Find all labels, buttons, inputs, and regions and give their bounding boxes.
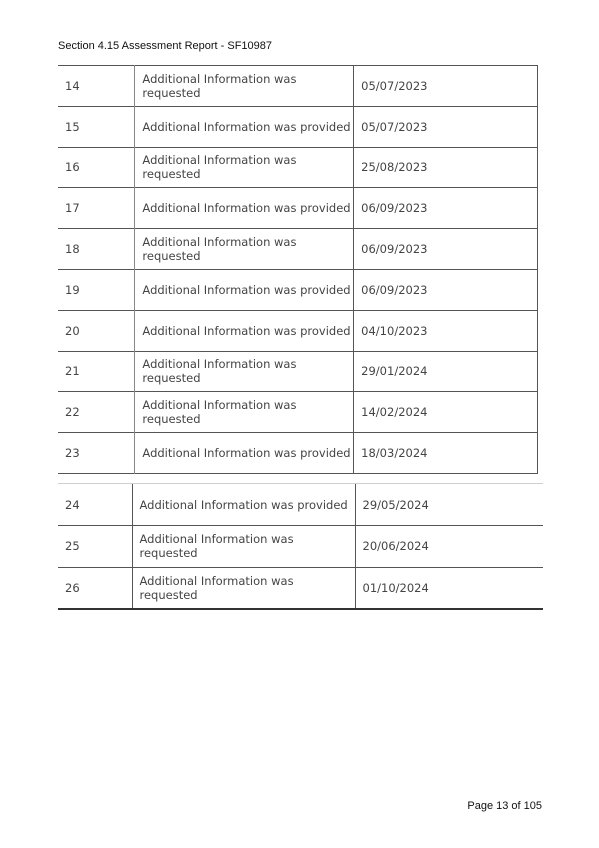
event-description-cell: Additional Information was requested — [135, 147, 354, 188]
event-description-cell: Additional Information was requested — [132, 567, 355, 609]
table-row — [58, 66, 538, 107]
event-description-cell: Additional Information was provided — [135, 310, 354, 351]
table-row — [58, 392, 538, 433]
row-number-cell: 26 — [65, 580, 80, 595]
event-description-cell: Additional Information was provided — [135, 433, 354, 474]
row-number-cell: 15 — [65, 119, 80, 134]
event-description-cell: Additional Information was requested — [135, 66, 354, 107]
event-date-cell: 18/03/2024 — [354, 433, 538, 474]
event-date-cell: 25/08/2023 — [354, 147, 538, 188]
row-number-cell: 16 — [65, 160, 80, 175]
event-description-cell: Additional Information was requested — [135, 392, 354, 433]
table-row — [58, 229, 538, 270]
event-date-cell: 01/10/2024 — [355, 567, 543, 609]
event-date-cell: 05/07/2023 — [354, 106, 538, 147]
row-number-cell: 19 — [65, 282, 80, 297]
row-number-cell: 23 — [65, 446, 80, 461]
page-number: Page 13 of 105 — [467, 800, 542, 812]
event-description-cell: Additional Information was provided — [135, 188, 354, 229]
event-date-cell: 29/01/2024 — [354, 351, 538, 392]
row-number-cell: 24 — [65, 497, 80, 512]
event-date-cell: 04/10/2023 — [354, 310, 538, 351]
row-number-cell: 18 — [65, 242, 80, 257]
row-number-cell: 20 — [65, 323, 80, 338]
table-row — [58, 310, 538, 351]
table-row — [58, 147, 538, 188]
page-header: Section 4.15 Assessment Report - SF10987 — [58, 40, 273, 52]
event-description-cell: Additional Information was provided — [135, 106, 354, 147]
event-description-cell: Additional Information was requested — [135, 351, 354, 392]
event-date-cell: 14/02/2024 — [354, 392, 538, 433]
table-row — [58, 188, 538, 229]
event-date-cell: 06/09/2023 — [354, 269, 538, 310]
table-row — [58, 269, 538, 310]
row-number-cell: 14 — [65, 78, 80, 93]
event-description-cell: Additional Information was provided — [135, 269, 354, 310]
event-description-cell: Additional Information was requested — [135, 229, 354, 270]
event-date-cell: 06/09/2023 — [354, 229, 538, 270]
table-row — [58, 351, 538, 392]
row-number-cell: 21 — [65, 364, 80, 379]
table-row — [58, 484, 543, 526]
row-number-cell: 22 — [65, 405, 80, 420]
timeline-table-1 — [58, 65, 538, 474]
table-row — [58, 106, 538, 147]
event-date-cell: 05/07/2023 — [354, 66, 538, 107]
row-number-cell: 25 — [65, 539, 80, 554]
event-description-cell: Additional Information was requested — [132, 526, 355, 568]
table-row — [58, 567, 543, 609]
row-number-cell: 17 — [65, 201, 80, 216]
event-date-cell: 06/09/2023 — [354, 188, 538, 229]
table-row — [58, 433, 538, 474]
event-description-cell: Additional Information was provided — [132, 484, 355, 526]
event-date-cell: 20/06/2024 — [355, 526, 543, 568]
event-date-cell: 29/05/2024 — [355, 484, 543, 526]
table-row — [58, 526, 543, 568]
timeline-table-2 — [58, 484, 543, 610]
